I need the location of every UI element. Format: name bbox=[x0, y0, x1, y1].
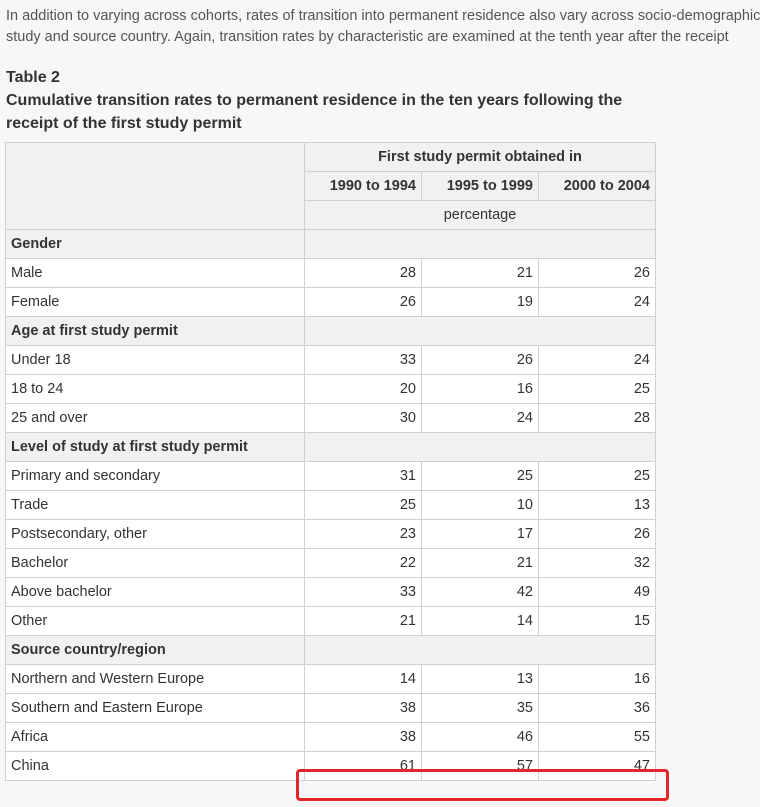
stub-header bbox=[6, 143, 305, 230]
value-cell: 16 bbox=[422, 375, 539, 404]
table-row bbox=[6, 752, 656, 781]
row-label: Under 18 bbox=[6, 346, 305, 375]
table-row bbox=[6, 259, 656, 288]
value-cell: 49 bbox=[539, 578, 656, 607]
value-cell: 21 bbox=[422, 549, 539, 578]
table-row bbox=[6, 404, 656, 433]
row-label: Primary and secondary bbox=[6, 462, 305, 491]
row-label: Postsecondary, other bbox=[6, 520, 305, 549]
row-label: Southern and Eastern Europe bbox=[6, 694, 305, 723]
value-cell: 22 bbox=[305, 549, 422, 578]
value-cell: 57 bbox=[422, 752, 539, 781]
table-row bbox=[6, 520, 656, 549]
value-cell: 38 bbox=[305, 694, 422, 723]
row-label: China bbox=[6, 752, 305, 781]
table-label: Table 2 bbox=[6, 69, 60, 86]
value-cell: 10 bbox=[422, 491, 539, 520]
value-cell: 55 bbox=[539, 723, 656, 752]
column-header-2000-2004: 2000 to 2004 bbox=[539, 172, 656, 201]
value-cell: 35 bbox=[422, 694, 539, 723]
section-filler bbox=[305, 317, 656, 346]
value-cell: 14 bbox=[422, 607, 539, 636]
section-title: Source country/region bbox=[6, 636, 305, 665]
value-cell: 36 bbox=[539, 694, 656, 723]
table-row bbox=[6, 723, 656, 752]
value-cell: 19 bbox=[422, 288, 539, 317]
table-header bbox=[6, 143, 656, 230]
section-filler bbox=[305, 230, 656, 259]
table-row bbox=[6, 288, 656, 317]
value-cell: 15 bbox=[539, 607, 656, 636]
value-cell: 24 bbox=[539, 288, 656, 317]
intro-line-1: In addition to varying across cohorts, rates of transition into permanent residence also vary across socio-demographic bbox=[6, 8, 760, 24]
value-cell: 28 bbox=[539, 404, 656, 433]
table-row bbox=[6, 665, 656, 694]
table-row bbox=[6, 578, 656, 607]
value-cell: 31 bbox=[305, 462, 422, 491]
value-cell: 26 bbox=[539, 259, 656, 288]
row-label: Other bbox=[6, 607, 305, 636]
intro-line-2: study and source country. Again, transition rates by characteristic are examined at the tenth year after the receipt bbox=[6, 29, 729, 45]
value-cell: 23 bbox=[305, 520, 422, 549]
value-cell: 24 bbox=[422, 404, 539, 433]
section-filler bbox=[305, 636, 656, 665]
table-row bbox=[6, 346, 656, 375]
section-title: Level of study at first study permit bbox=[6, 433, 305, 462]
value-cell: 13 bbox=[539, 491, 656, 520]
section-row bbox=[6, 433, 656, 462]
value-cell: 16 bbox=[539, 665, 656, 694]
value-cell: 25 bbox=[539, 375, 656, 404]
value-cell: 30 bbox=[305, 404, 422, 433]
unit-label: percentage bbox=[305, 201, 656, 230]
value-cell: 26 bbox=[305, 288, 422, 317]
table-row bbox=[6, 694, 656, 723]
header-row-group bbox=[6, 143, 656, 172]
value-cell: 25 bbox=[539, 462, 656, 491]
table-title: Cumulative transition rates to permanent residence in the ten years following the receipt of the first study permit bbox=[6, 92, 623, 132]
value-cell: 33 bbox=[305, 346, 422, 375]
transition-rates-table bbox=[5, 142, 656, 781]
value-cell: 13 bbox=[422, 665, 539, 694]
column-header-1990-1994: 1990 to 1994 bbox=[305, 172, 422, 201]
table-row bbox=[6, 462, 656, 491]
value-cell: 38 bbox=[305, 723, 422, 752]
value-cell: 17 bbox=[422, 520, 539, 549]
value-cell: 61 bbox=[305, 752, 422, 781]
value-cell: 47 bbox=[539, 752, 656, 781]
value-cell: 46 bbox=[422, 723, 539, 752]
value-cell: 26 bbox=[422, 346, 539, 375]
value-cell: 21 bbox=[422, 259, 539, 288]
section-row bbox=[6, 230, 656, 259]
row-label: Africa bbox=[6, 723, 305, 752]
row-label: Bachelor bbox=[6, 549, 305, 578]
column-header-1995-1999: 1995 to 1999 bbox=[422, 172, 539, 201]
row-label: Male bbox=[6, 259, 305, 288]
row-label: 25 and over bbox=[6, 404, 305, 433]
value-cell: 26 bbox=[539, 520, 656, 549]
value-cell: 42 bbox=[422, 578, 539, 607]
section-title: Age at first study permit bbox=[6, 317, 305, 346]
table-row bbox=[6, 491, 656, 520]
value-cell: 20 bbox=[305, 375, 422, 404]
value-cell: 21 bbox=[305, 607, 422, 636]
section-row bbox=[6, 317, 656, 346]
row-label: Above bachelor bbox=[6, 578, 305, 607]
value-cell: 32 bbox=[539, 549, 656, 578]
value-cell: 14 bbox=[305, 665, 422, 694]
value-cell: 28 bbox=[305, 259, 422, 288]
row-label: Northern and Western Europe bbox=[6, 665, 305, 694]
table-body bbox=[6, 230, 656, 781]
group-header: First study permit obtained in bbox=[305, 143, 656, 172]
value-cell: 33 bbox=[305, 578, 422, 607]
table-row bbox=[6, 607, 656, 636]
section-filler bbox=[305, 433, 656, 462]
value-cell: 25 bbox=[305, 491, 422, 520]
section-title: Gender bbox=[6, 230, 305, 259]
row-label: Trade bbox=[6, 491, 305, 520]
intro-paragraph bbox=[6, 6, 760, 48]
table-row bbox=[6, 375, 656, 404]
section-row bbox=[6, 636, 656, 665]
value-cell: 25 bbox=[422, 462, 539, 491]
value-cell: 24 bbox=[539, 346, 656, 375]
row-label: Female bbox=[6, 288, 305, 317]
table-caption bbox=[6, 66, 676, 135]
table-row bbox=[6, 549, 656, 578]
row-label: 18 to 24 bbox=[6, 375, 305, 404]
